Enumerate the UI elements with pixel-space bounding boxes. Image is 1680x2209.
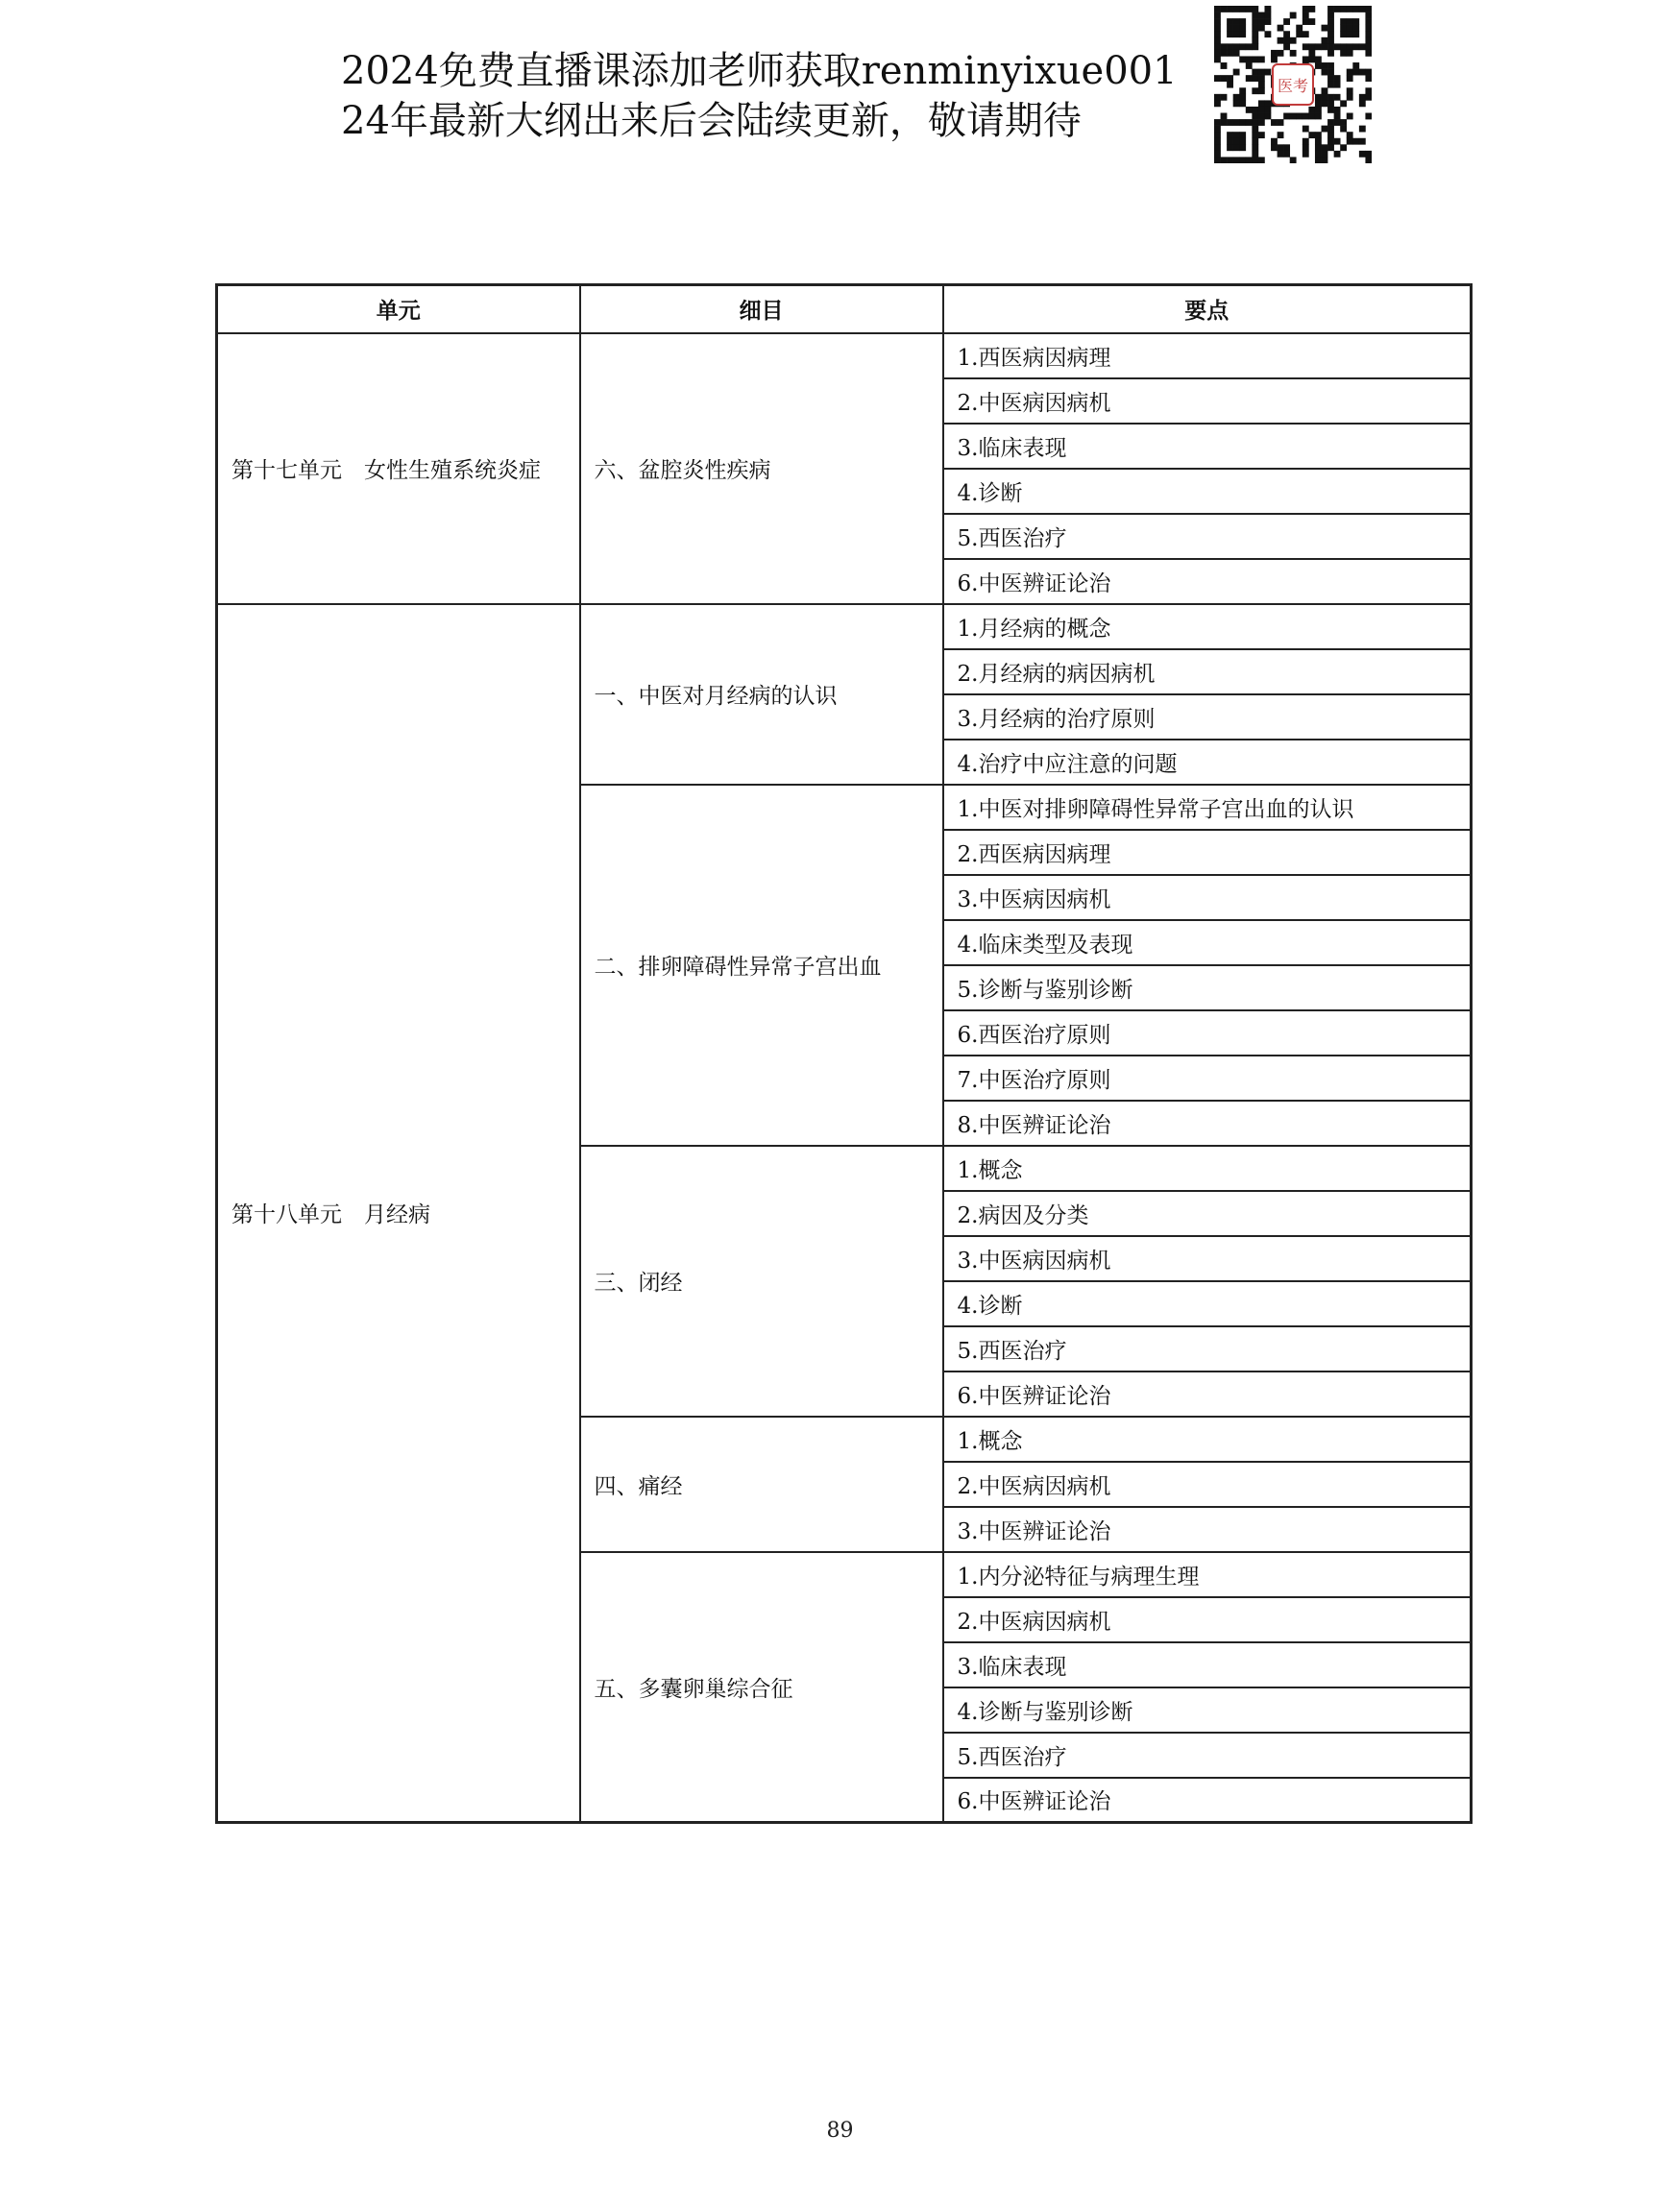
table-row bbox=[217, 333, 1472, 378]
table-row bbox=[217, 604, 1472, 649]
point-cell: 1.概念 bbox=[943, 1417, 1472, 1462]
header-line-1: 2024免费直播课添加老师获取renminyixue001 bbox=[341, 49, 1178, 93]
point-cell: 5.西医治疗 bbox=[943, 1326, 1472, 1372]
point-cell: 3.中医病因病机 bbox=[943, 1236, 1472, 1281]
point-cell: 1.月经病的概念 bbox=[943, 604, 1472, 649]
point-cell: 3.中医辨证论治 bbox=[943, 1507, 1472, 1552]
point-cell: 5.西医治疗 bbox=[943, 1733, 1472, 1778]
item-cell: 三、闭经 bbox=[580, 1146, 943, 1417]
point-cell: 3.中医病因病机 bbox=[943, 875, 1472, 920]
point-cell: 6.西医治疗原则 bbox=[943, 1010, 1472, 1056]
point-cell: 6.中医辨证论治 bbox=[943, 1372, 1472, 1417]
qr-code-image bbox=[1214, 6, 1372, 163]
point-cell: 2.中医病因病机 bbox=[943, 378, 1472, 424]
table-body bbox=[217, 333, 1472, 1823]
unit-cell: 第十七单元 女性生殖系统炎症 bbox=[217, 333, 580, 604]
point-cell: 2.病因及分类 bbox=[943, 1191, 1472, 1236]
point-cell: 1.中医对排卵障碍性异常子宫出血的认识 bbox=[943, 785, 1472, 830]
column-header-item: 细目 bbox=[580, 285, 943, 333]
point-cell: 4.诊断与鉴别诊断 bbox=[943, 1687, 1472, 1733]
item-cell: 二、排卵障碍性异常子宫出血 bbox=[580, 785, 943, 1146]
page-header bbox=[341, 46, 1205, 146]
point-cell: 3.月经病的治疗原则 bbox=[943, 694, 1472, 740]
item-cell: 六、盆腔炎性疾病 bbox=[580, 333, 943, 604]
item-cell: 五、多囊卵巢综合征 bbox=[580, 1552, 943, 1823]
point-cell: 2.西医病因病理 bbox=[943, 830, 1472, 875]
point-cell: 5.诊断与鉴别诊断 bbox=[943, 965, 1472, 1010]
point-cell: 4.诊断 bbox=[943, 1281, 1472, 1326]
column-header-unit: 单元 bbox=[217, 285, 580, 333]
point-cell: 2.中医病因病机 bbox=[943, 1597, 1472, 1642]
point-cell: 4.诊断 bbox=[943, 469, 1472, 514]
page-number: 89 bbox=[826, 2119, 854, 2143]
point-cell: 7.中医治疗原则 bbox=[943, 1056, 1472, 1101]
point-cell: 6.中医辨证论治 bbox=[943, 1778, 1472, 1823]
point-cell: 8.中医辨证论治 bbox=[943, 1101, 1472, 1146]
header-line-2: 24年最新大纲出来后会陆续更新，敬请期待 bbox=[341, 99, 1082, 143]
point-cell: 2.月经病的病因病机 bbox=[943, 649, 1472, 694]
point-cell: 3.临床表现 bbox=[943, 424, 1472, 469]
point-cell: 4.临床类型及表现 bbox=[943, 920, 1472, 965]
point-cell: 4.治疗中应注意的问题 bbox=[943, 740, 1472, 785]
point-cell: 3.临床表现 bbox=[943, 1642, 1472, 1687]
point-cell: 1.概念 bbox=[943, 1146, 1472, 1191]
item-cell: 一、中医对月经病的认识 bbox=[580, 604, 943, 785]
point-cell: 1.西医病因病理 bbox=[943, 333, 1472, 378]
syllabus-table bbox=[215, 283, 1473, 1824]
table-header-row bbox=[217, 285, 1472, 333]
point-cell: 2.中医病因病机 bbox=[943, 1462, 1472, 1507]
column-header-points: 要点 bbox=[943, 285, 1472, 333]
item-cell: 四、痛经 bbox=[580, 1417, 943, 1552]
point-cell: 6.中医辨证论治 bbox=[943, 559, 1472, 604]
qr-logo-badge: 医考 bbox=[1272, 63, 1314, 106]
point-cell: 5.西医治疗 bbox=[943, 514, 1472, 559]
unit-cell: 第十八单元 月经病 bbox=[217, 604, 580, 1823]
point-cell: 1.内分泌特征与病理生理 bbox=[943, 1552, 1472, 1597]
